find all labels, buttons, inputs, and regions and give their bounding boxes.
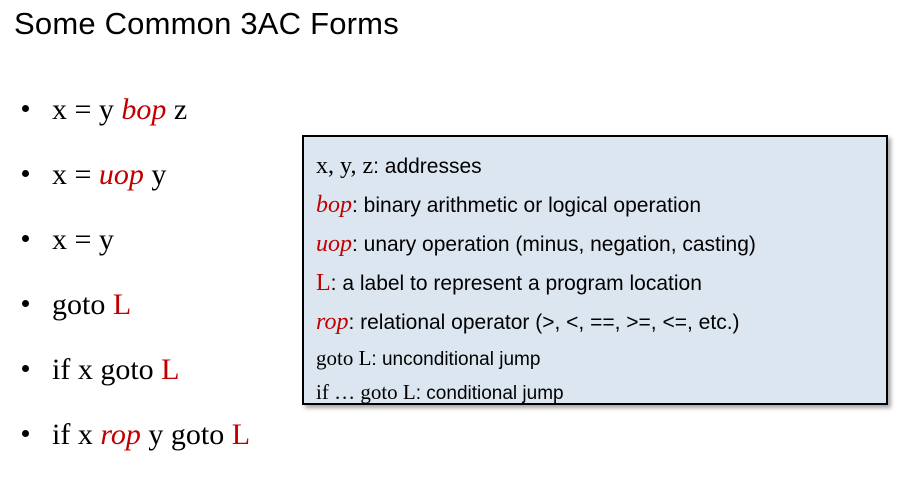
bullet-dot-icon — [22, 430, 29, 437]
list-item — [10, 92, 330, 157]
legend-term: if … goto L — [316, 380, 416, 404]
legend-desc: : binary arithmetic or logical operation — [352, 194, 702, 217]
legend-item-bop — [316, 186, 886, 225]
bullet-dot-icon — [22, 105, 29, 112]
legend-term: rop — [316, 309, 349, 335]
bullet-text-part: if x goto — [52, 353, 162, 386]
bullet-text-part: y — [143, 158, 167, 191]
legend-term: L — [316, 270, 331, 296]
bullet-dot-icon — [22, 300, 29, 307]
bullet-text-part: goto — [52, 288, 113, 321]
legend-item-uop — [316, 225, 886, 264]
bullet-dot-icon — [22, 235, 29, 242]
bullet-text-part: x = y — [52, 93, 122, 126]
bullet-text-part: L — [161, 353, 180, 386]
bullet-text-part: z — [166, 93, 188, 126]
list-item — [10, 157, 330, 222]
bullet-text-part: x = — [52, 158, 99, 191]
bullet-text-part: x = y — [52, 223, 114, 256]
list-item — [10, 287, 330, 352]
legend-item-rop — [316, 303, 886, 342]
legend-box — [302, 135, 888, 405]
legend-item-goto — [316, 342, 886, 376]
bullet-text-part: y goto — [140, 418, 232, 451]
legend-desc: : addresses — [373, 155, 482, 178]
legend-desc: : relational operator (>, <, ==, >=, <=, etc.) — [348, 311, 740, 334]
list-item — [10, 352, 330, 417]
legend-item-label — [316, 264, 886, 303]
bullet-text-part: if x — [52, 418, 101, 451]
bullet-dot-icon — [22, 365, 29, 372]
bullet-text-part: bop — [121, 93, 167, 126]
bullet-text-part: uop — [98, 158, 144, 191]
legend-desc: : unary operation (minus, negation, casting) — [352, 233, 756, 256]
bullet-text-part: rop — [100, 418, 141, 451]
page-title: Some Common 3AC Forms — [14, 6, 399, 41]
legend-term: uop — [316, 231, 352, 257]
bullet-text-part: L — [112, 288, 132, 321]
legend-term: x, y, z — [316, 153, 374, 179]
bullet-list — [10, 92, 330, 482]
list-item — [10, 417, 330, 482]
bullet-dot-icon — [22, 170, 29, 177]
legend-item-addresses — [316, 147, 886, 186]
bullet-text-part: L — [231, 418, 251, 451]
legend-desc: : conditional jump — [415, 383, 564, 404]
legend-desc: : unconditional jump — [371, 349, 541, 370]
legend-term: bop — [316, 192, 352, 218]
legend-item-if-goto — [316, 376, 886, 410]
list-item — [10, 222, 330, 287]
legend-desc: : a label to represent a program location — [330, 272, 702, 295]
legend-term: goto L — [316, 346, 372, 370]
